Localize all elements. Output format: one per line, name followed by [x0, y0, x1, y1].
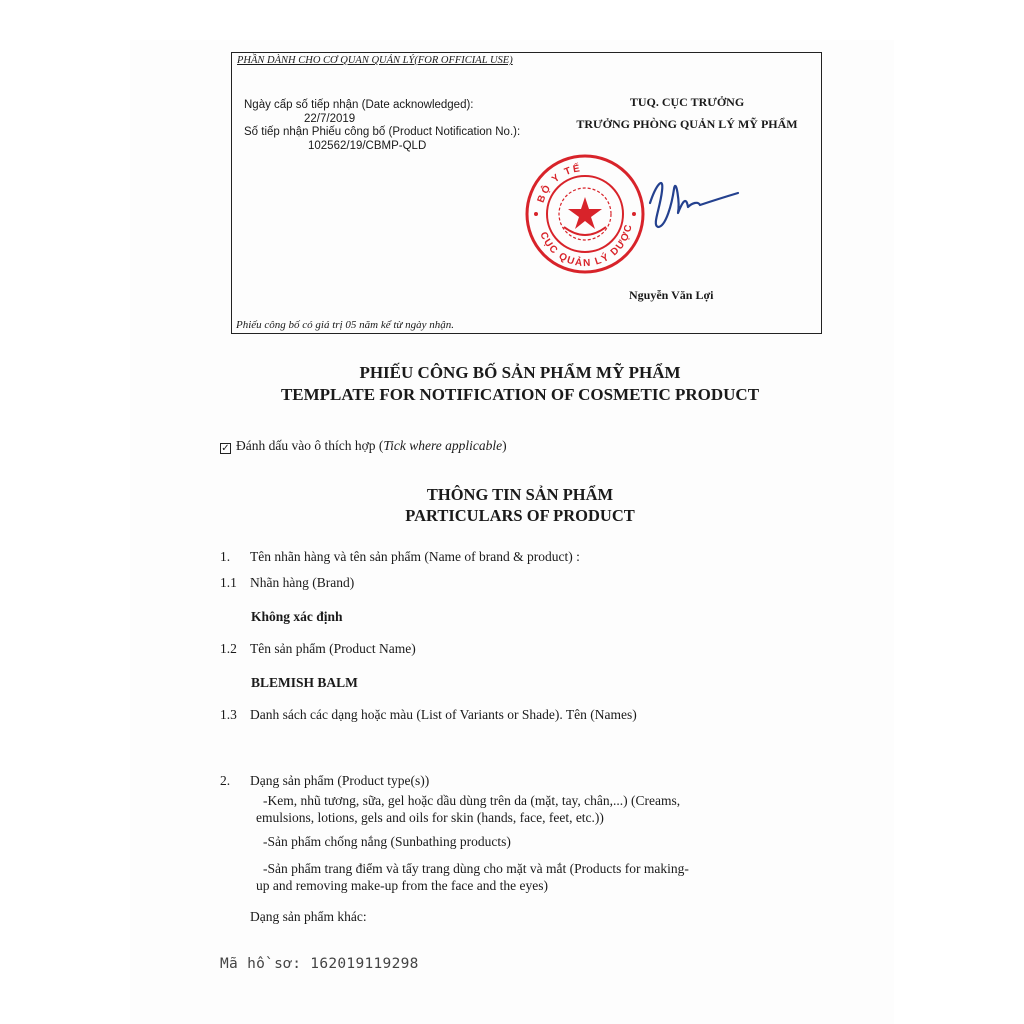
section-title-english: PARTICULARS OF PRODUCT [405, 506, 635, 525]
product-type-creams-line-1: -Kem, nhũ tương, sữa, gel hoặc dầu dùng trên da (mặt, tay, chân,...) (Creams, [263, 793, 681, 808]
date-acknowledged-label: Ngày cấp số tiếp nhận (Date acknowledged): [244, 99, 474, 111]
item-1-2 [220, 641, 416, 657]
title-english: TEMPLATE FOR NOTIFICATION OF COSMETIC PRODUCT [280, 385, 760, 404]
stamp-bottom-text: CỤC QUẢN LÝ DƯỢC [537, 222, 635, 270]
item-text: Danh sách các dạng hoặc màu (List of Variants or Shade). Tên (Names) [250, 707, 637, 722]
item-number: 1.3 [220, 707, 237, 722]
checkbox-checked-icon: ✓ [221, 443, 230, 454]
stamp-top-text: BỘ Y TẾ [535, 162, 583, 205]
product-type-creams-line-2: emulsions, lotions, gels and oils for skin (hands, face, feet, etc.)) [256, 810, 604, 825]
authority-line-2: TRƯỞNG PHÒNG QUẢN LÝ MỸ PHẨM [576, 117, 798, 131]
document-title [160, 362, 880, 406]
product-type-makeup-line-2: up and removing make-up from the face and the eyes) [256, 878, 549, 893]
item-number: 1. [220, 549, 231, 564]
other-product-types: Dạng sản phẩm khác: [250, 909, 367, 924]
product-type-sunbathing: -Sản phẩm chống nắng (Sunbathing products) [263, 834, 511, 849]
tick-instruction [220, 438, 507, 454]
brand-value: Không xác định [251, 609, 343, 624]
tick-instruction-close: ) [502, 438, 507, 453]
signature-icon [642, 163, 742, 243]
item-1 [220, 549, 580, 565]
authority-title [552, 91, 822, 135]
official-use-header: PHẦN DÀNH CHO CƠ QUAN QUẢN LÝ(FOR OFFICIAL USE) [237, 55, 513, 66]
svg-text:BỘ Y TẾ [536, 161, 583, 204]
item-text: Nhãn hàng (Brand) [250, 575, 355, 590]
product-name-value: BLEMISH BALM [251, 675, 358, 690]
item-number: 1.1 [220, 575, 237, 590]
official-stamp-icon [524, 153, 646, 275]
item-1-3 [220, 707, 637, 723]
title-vietnamese: PHIẾU CÔNG BỐ SẢN PHẨM MỸ PHẨM [359, 363, 681, 382]
item-number: 1.2 [220, 641, 237, 656]
item-text: Tên nhãn hàng và tên sản phẩm (Name of brand & product) : [250, 549, 580, 564]
tick-instruction-text: Đánh dấu vào ô thích hợp ( [236, 438, 384, 453]
notification-number-value: 102562/19/CBMP-QLD [308, 139, 427, 152]
item-text: Dạng sản phẩm (Product type(s)) [250, 773, 430, 788]
date-acknowledged-value: 22/7/2019 [304, 112, 356, 125]
acknowledgement-info [244, 99, 520, 153]
notification-number-label: Số tiếp nhận Phiếu công bố (Product Notification No.): [244, 126, 521, 138]
section-title-vietnamese: THÔNG TIN SẢN PHẨM [426, 485, 614, 504]
official-use-box [231, 52, 822, 334]
authority-line-1: TUQ. CỤC TRƯỞNG [629, 95, 745, 109]
item-2 [220, 773, 429, 789]
item-text: Tên sản phẩm (Product Name) [250, 641, 416, 656]
item-1-1 [220, 575, 354, 591]
record-code: Mã hồ sơ: 162019119298 [220, 956, 419, 972]
product-type-makeup-line-1: -Sản phẩm trang điểm và tẩy trang dùng cho mặt và mắt (Products for making- [263, 861, 689, 876]
signer-name: Nguyễn Văn Lợi [629, 288, 714, 302]
section-title [160, 484, 880, 526]
item-number: 2. [220, 773, 231, 788]
tick-instruction-english: Tick where applicable [383, 438, 503, 453]
validity-note: Phiếu công bố có giá trị 05 năm kể từ ngày nhận. [236, 319, 455, 331]
